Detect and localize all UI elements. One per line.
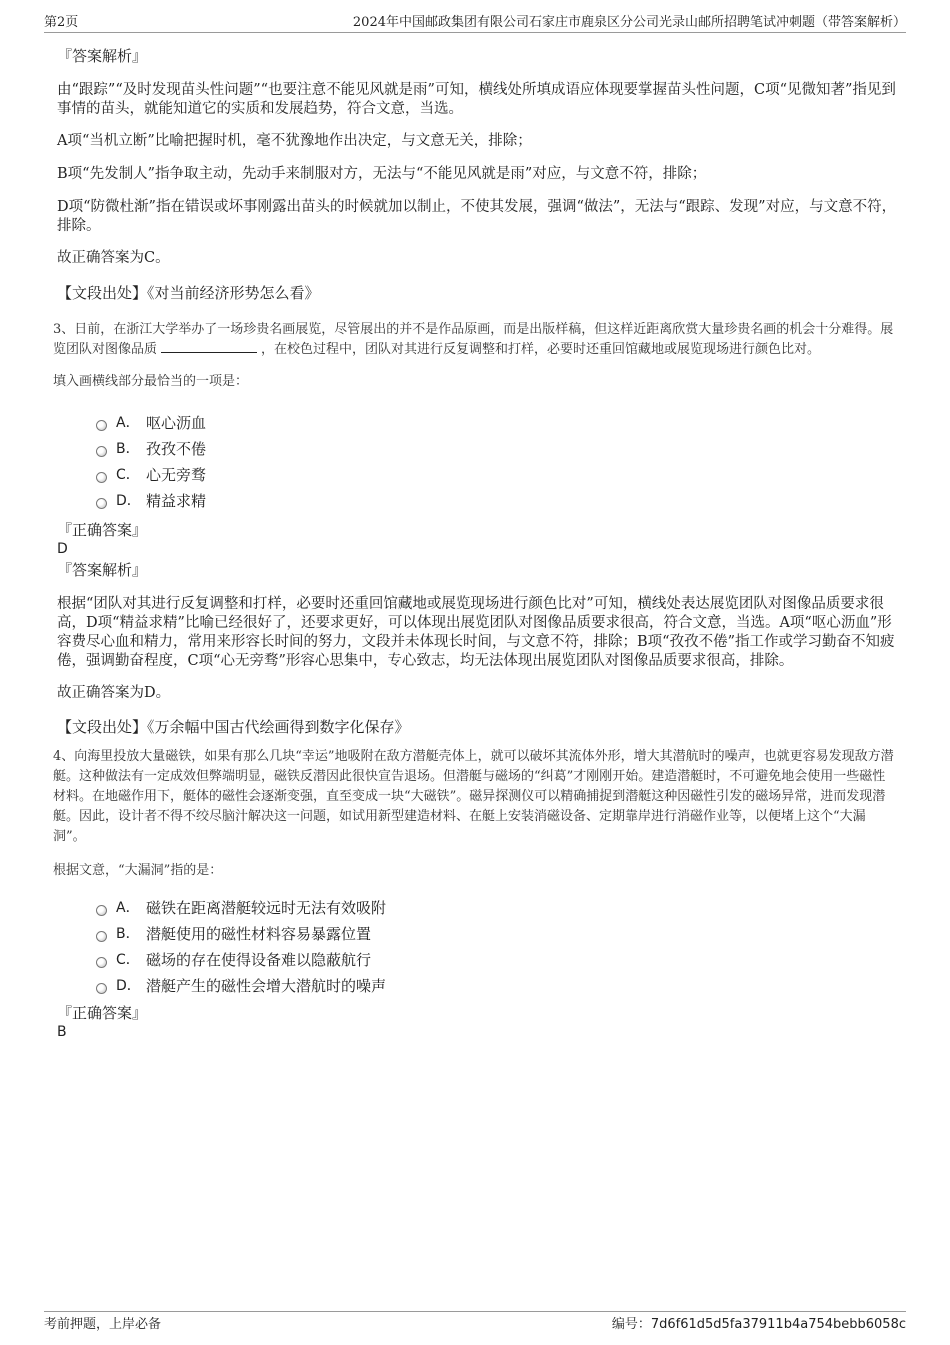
q3-blank bbox=[161, 340, 257, 353]
q2-analysis-paragraph-4: D项“防微杜渐”指在错误或坏事刚露出苗头的时候就加以制止，不使其发展，强调“做法”，无法与“跟踪、发现”对应，与文意不符，排除。 bbox=[57, 199, 897, 234]
radio-icon[interactable] bbox=[96, 472, 107, 483]
radio-icon[interactable] bbox=[96, 420, 107, 431]
q2-analysis-label: 『答案解析』 bbox=[57, 47, 148, 65]
q2-conclusion: 故正确答案为C。 bbox=[57, 250, 170, 266]
radio-icon[interactable] bbox=[96, 498, 107, 509]
q3-analysis: 根据“团队对其进行反复调整和打样，必要时还重回馆藏地或展览现场进行颜色比对”可知，横线处表达展览团队对图像品质要求很高，D项“精益求精”比喻已经很好了，还要求更好，可以体现出展览团队对图像品质要求很高，符合文意，当选。A项“呕心沥血”形容费尽心血和精力，常用来形容长时间的努力，文段并未体现长时间，与文意不符，排除；B项“孜孜不倦”指工作或学习勤奋不知疲倦，强调勤奋程度，C项“心无旁骛”形容心思集中，专心致志，均无法体现出展览团队对图像品质要求很高，排除。 bbox=[57, 596, 895, 669]
q3-prompt: 填入画横线部分最恰当的一项是： bbox=[53, 374, 249, 389]
q2-analysis-paragraph-1: 由“跟踪”“及时发现苗头性问题”“也要注意不能见风就是雨”可知，横线处所填成语应体现要掌握苗头性问题，C项“见微知著”指见到事情的苗头，就能知道它的实质和发展趋势，符合文意，当选。 bbox=[57, 82, 896, 117]
q4-option-d[interactable]: D． 潜艇产生的磁性会增大潜航时的噪声 bbox=[96, 973, 897, 999]
document-title: 2024年中国邮政集团有限公司石家庄市鹿泉区分公司光录山邮所招聘笔试冲刺题（带答案解析） bbox=[352, 15, 906, 30]
q4-answer-label: 『正确答案』 bbox=[57, 1004, 148, 1022]
q2-analysis-paragraph-3: B项“先发制人”指争取主动，先动手来制服对方，无法与“不能见风就是雨”对应，与文意不符，排除； bbox=[57, 166, 707, 182]
footer-slogan: 考前押题，上岸必备 bbox=[44, 1317, 162, 1332]
q3-answer-label: 『正确答案』 bbox=[57, 521, 148, 539]
q4-option-b[interactable]: B． 潜艇使用的磁性材料容易暴露位置 bbox=[96, 921, 897, 947]
page-footer bbox=[44, 1311, 906, 1332]
q3-option-a[interactable]: A． 呕心沥血 bbox=[96, 410, 897, 436]
q3-source: 【文段出处】《万余幅中国古代绘画得到数字化保存》 bbox=[57, 718, 410, 736]
page-header bbox=[44, 14, 906, 33]
q3-option-b[interactable]: B． 孜孜不倦 bbox=[96, 436, 897, 462]
q3-analysis-label: 『答案解析』 bbox=[57, 561, 148, 579]
q4-prompt: 根据文意，“大漏洞”指的是： bbox=[53, 863, 223, 878]
q3-stem-part-2: ，在校色过程中，团队对其进行反复调整和打样，必要时还重回馆藏地或展览现场进行颜色比对。 bbox=[261, 342, 821, 357]
q3-option-d[interactable]: D． 精益求精 bbox=[96, 488, 897, 514]
q3-stem-part-1: 3、日前，在浙江大学举办了一场珍贵名画展览，尽管展出的并不是作品原画，而是出版样稿，但这样近距离欣赏大量珍贵名画的机会十分难得。展览团队对图像品质 bbox=[53, 322, 894, 357]
q4-answer: B bbox=[57, 1024, 67, 1040]
q4-option-c[interactable]: C． 磁场的存在使得设备难以隐蔽航行 bbox=[96, 947, 897, 973]
q4-options bbox=[57, 895, 897, 999]
radio-icon[interactable] bbox=[96, 983, 107, 994]
q3-answer: D bbox=[57, 541, 68, 557]
q2-source: 【文段出处】《对当前经济形势怎么看》 bbox=[57, 284, 320, 302]
q3-conclusion: 故正确答案为D。 bbox=[57, 685, 171, 701]
page-content bbox=[53, 46, 897, 1041]
q2-analysis-paragraph-2: A项“当机立断”比喻把握时机，毫不犹豫地作出决定，与文意无关，排除； bbox=[57, 133, 532, 149]
q3-options bbox=[57, 410, 897, 514]
radio-icon[interactable] bbox=[96, 957, 107, 968]
page-number: 第2页 bbox=[44, 15, 79, 30]
q4-stem: 4、向海里投放大量磁铁，如果有那么几块“幸运”地吸附在敌方潜艇壳体上，就可以破坏其流体外形，增大其潜航时的噪声，也就更容易发现敌方潜艇。这种做法有一定成效但弊端明显，磁铁反潜因此很快宣告退场。但潜艇与磁场的“纠葛”才刚刚开始。建造潜艇时，不可避免地会使用一些磁性材料。在地磁作用下，艇体的磁性会逐渐变强，直至变成一块“大磁铁”。磁异探测仪可以精确捕捉到潜艇这种因磁性引发的磁场异常，进而发现潜艇。因此，设计者不得不绞尽脑汁解决这一问题，如试用新型建造材料、在艇上安装消磁设备、定期靠岸进行消磁作业等，以便堵上这个“大漏洞”。 bbox=[53, 749, 894, 844]
radio-icon[interactable] bbox=[96, 446, 107, 457]
q3-stem bbox=[53, 320, 897, 360]
footer-code-value: 7d6f61d5d5fa37911b4a754bebb6058c bbox=[650, 1317, 906, 1332]
footer-code bbox=[612, 1316, 906, 1334]
footer-code-label: 编号： bbox=[611, 1317, 651, 1332]
radio-icon[interactable] bbox=[96, 931, 107, 942]
q4-option-a[interactable]: A． 磁铁在距离潜艇较远时无法有效吸附 bbox=[96, 895, 897, 921]
q3-option-c[interactable]: C． 心无旁骛 bbox=[96, 462, 897, 488]
radio-icon[interactable] bbox=[96, 905, 107, 916]
